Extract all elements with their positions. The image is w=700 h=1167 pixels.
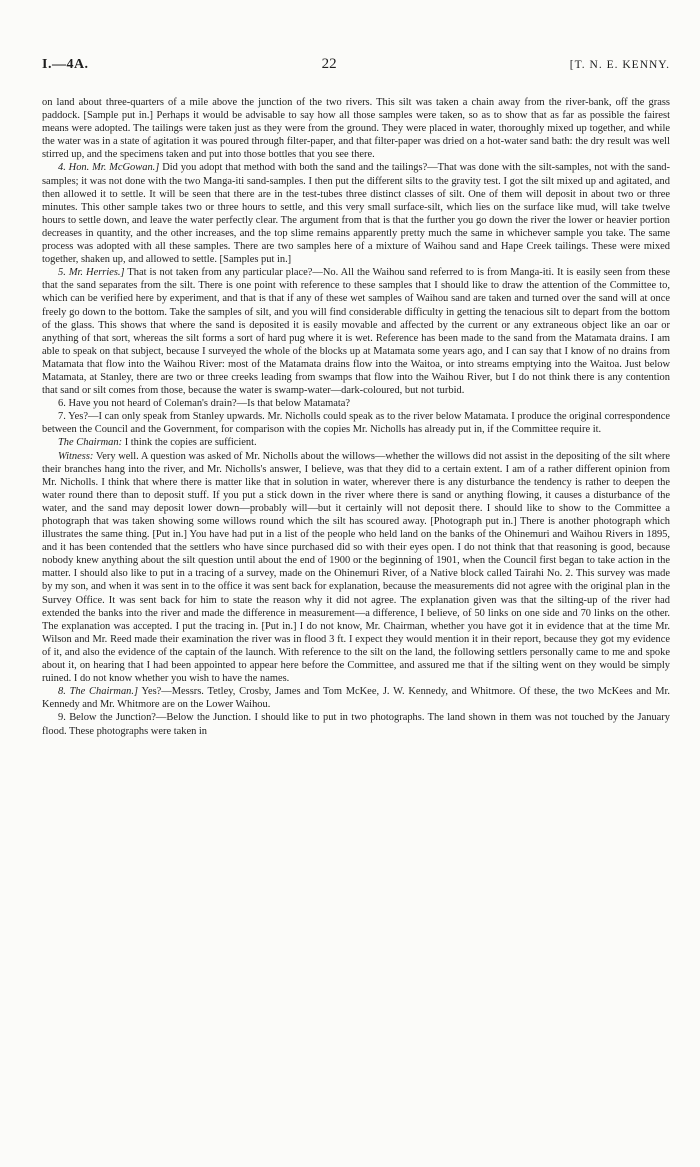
paragraph: The Chairman: I think the copies are sufficient. (58, 437, 257, 449)
speaker-label: 5. Mr. Herries.] (58, 267, 125, 279)
paragraph: 4. Hon. Mr. McGowan.] Did you adopt that method with both the sand and the tailings?—That was done with the silt-samples, not with the sand-samples; it was not done with the two Manga-iti sand-samples. I then put the different silts to the gravity test. I got the silt mixed up and agitated, and then allowed it to settle. It will be seen that there are in the test-tubes three distinct classes of silt. One of them will deposit in about two or three minutes. This other sample takes two or three hours to settle, and this very small surface-silt, which lies on the surface like mud, will take twelve hours to settle down, and leave the water perfectly clear. The argument from that is that the further you go down the river the lower or heavier portion decreases in quantity, and the other increases, and the top slime remains apparently pretty much the same in whichever sample you take. The same process was adopted with all these samples. There are two samples here of a mixture of Waihou sand and Hape Creek tailings. These were mixed together, shaken up, and allowed to settle. [Samples put in.] (42, 162, 670, 266)
document-page (42, 56, 670, 738)
document-body (42, 96, 670, 738)
speaker-label: 8. The Chairman.] (58, 686, 139, 698)
document-reference: I.—4A. (42, 57, 89, 72)
speaker-label: Witness: (58, 450, 94, 462)
paragraph: on land about three-quarters of a mile above the junction of the two rivers. This silt was taken a chain away from the river-bank, off the grass paddock. [Sample put in.] Perhaps it would be advisable to say how all those samples were taken, so as to show that as far as possible the fairest means were adopted. The tailings were taken just as they were from the ground. They were placed in water, thoroughly mixed up together, and while the water was in a state of agitation it was poured through filter-paper, and that filter-paper was dried on a hot-water sand bath: the dry result was well stirred up, and the specimens taken and put into those bottles that you see there. (42, 97, 670, 161)
paragraph: 9. Below the Junction?—Below the Junction. I should like to put in two photographs. The land shown in them was not touched by the January flood. These photographs were taken in (42, 712, 670, 737)
paragraph: 5. Mr. Herries.] That is not taken from any particular place?—No. All the Waihou sand referred to is from Manga-iti. It is easily seen from these that the sand separates from the silt. There is one point with reference to these samples that I should like to draw the attention of the Committee to, which can be verified here by experiment, and that is that if any of these wet samples of Waihou sand are taken and turned over the sand will at once freely go down to the bottom. Take the samples of silt, and you will find considerable difficulty in getting the tenacious silt to depart from the bottom of the glass. This shows that where the sand is deposited it is easily movable and affected by the current or any extraneous object like an oar or anything of that sort, whereas the silt forms a sort of hard pug where it is wet. Reference has been made to the sand from the Matamata drains. I am able to speak on that subject, because I surveyed the whole of the blocks up at Matamata some years ago, and I can say that I know of no drains from Matamata that flow into the Waihou River: most of the Matamata drains flow into the Waitoa, or into streams emptying into the Waitoa. Just below Matamata, at Stanley, there are two or three creeks leading from swamps that flow into the Waihou River, but I do not think there is any contention that sand or silt comes from those, because the water is swamp-water—dark-coloured, but not turbid. (42, 267, 670, 397)
witness-name: [T. N. E. KENNY. (569, 59, 670, 71)
page-number: 22 (321, 56, 337, 72)
paragraph: 7. Yes?—I can only speak from Stanley upwards. Mr. Nicholls could speak as to the river below Matamata. I produce the original correspondence between the Council and the Government, for comparison with the copies Mr. Nicholls has already put in, if the Committee require it. (42, 411, 670, 436)
paragraph: 6. Have you not heard of Coleman's drain?—Is that below Matamata? (58, 398, 351, 410)
paragraph: Witness: Very well. A question was asked of Mr. Nicholls about the willows—whether the willows did not assist in the depositing of the silt where their branches hang into the river, and Mr. Nicholls's answer, I believe, was that they did to a certain extent. I am of a rather different opinion from Mr. Nicholls. I think that where there is matter like that in solution in water, wherever there is any disturbance the tendency is rather to deepen the water round there than to deposit stuff. If you put a stick down in the river where there is sand or anything flowing, it causes a disturbance of the water, and the sand may deposit lower down—probably will—but it certainly will not deposit there. I should like to show to the Committee a photograph that was taken showing some willows round which the silt has scoured away. [Photograph put in.] There is another photograph which illustrates the same thing. [Put in.] You have had put in a list of the people who held land on the banks of the Ohinemuri and Waihou Rivers in 1895, and it has been contended that the settlers who have since purchased did so with their eyes open. I do not think that that reasoning is good, because nobody knew anything about the silt question until about the end of 1900 or the beginning of 1901, when the Council first began to take action in the matter. I should also like to put in a tracing of a survey, made on the Ohinemuri River, of a Native block called Tairahi No. 2. This survey was made by my son, and when it was sent in to the office it was sent back for explanation, because the measurements did not agree with the original plan in the Survey Office. It was sent back for him to state the reason why it did not agree. The explanation given was that the silting-up of the river had extended the banks into the river and made the difference in measurement—a difference, I believe, of 50 links on one side and 70 links on the other. The explanation was accepted. I put the tracing in. [Put in.] I do not know, Mr. Chairman, whether you have got it in evidence that at the time Mr. Wilson and Mr. Reed made their examination the river was in flood 3 ft. I expect they would mention it in their report, because they got my evidence of it, and also the evidence of the captain of the launch. With reference to the silt on the land, the following settlers personally came to me and spoke about it, on hearing that I had been appointed to appear here before the Committee, and assured me that if the silting went on they would be simply ruined. I do not know whether you wish to have the names. (42, 450, 670, 685)
speaker-label: The Chairman: (58, 437, 123, 449)
speaker-label: 4. Hon. Mr. McGowan.] (58, 162, 160, 174)
page-header (42, 56, 670, 78)
paragraph: 8. The Chairman.] Yes?—Messrs. Tetley, Crosby, James and Tom McKee, J. W. Kennedy, and Whitmore. Of these, the two McKees and Mr. Kennedy and Mr. Whitmore are on the Lower Waihou. (42, 686, 670, 711)
